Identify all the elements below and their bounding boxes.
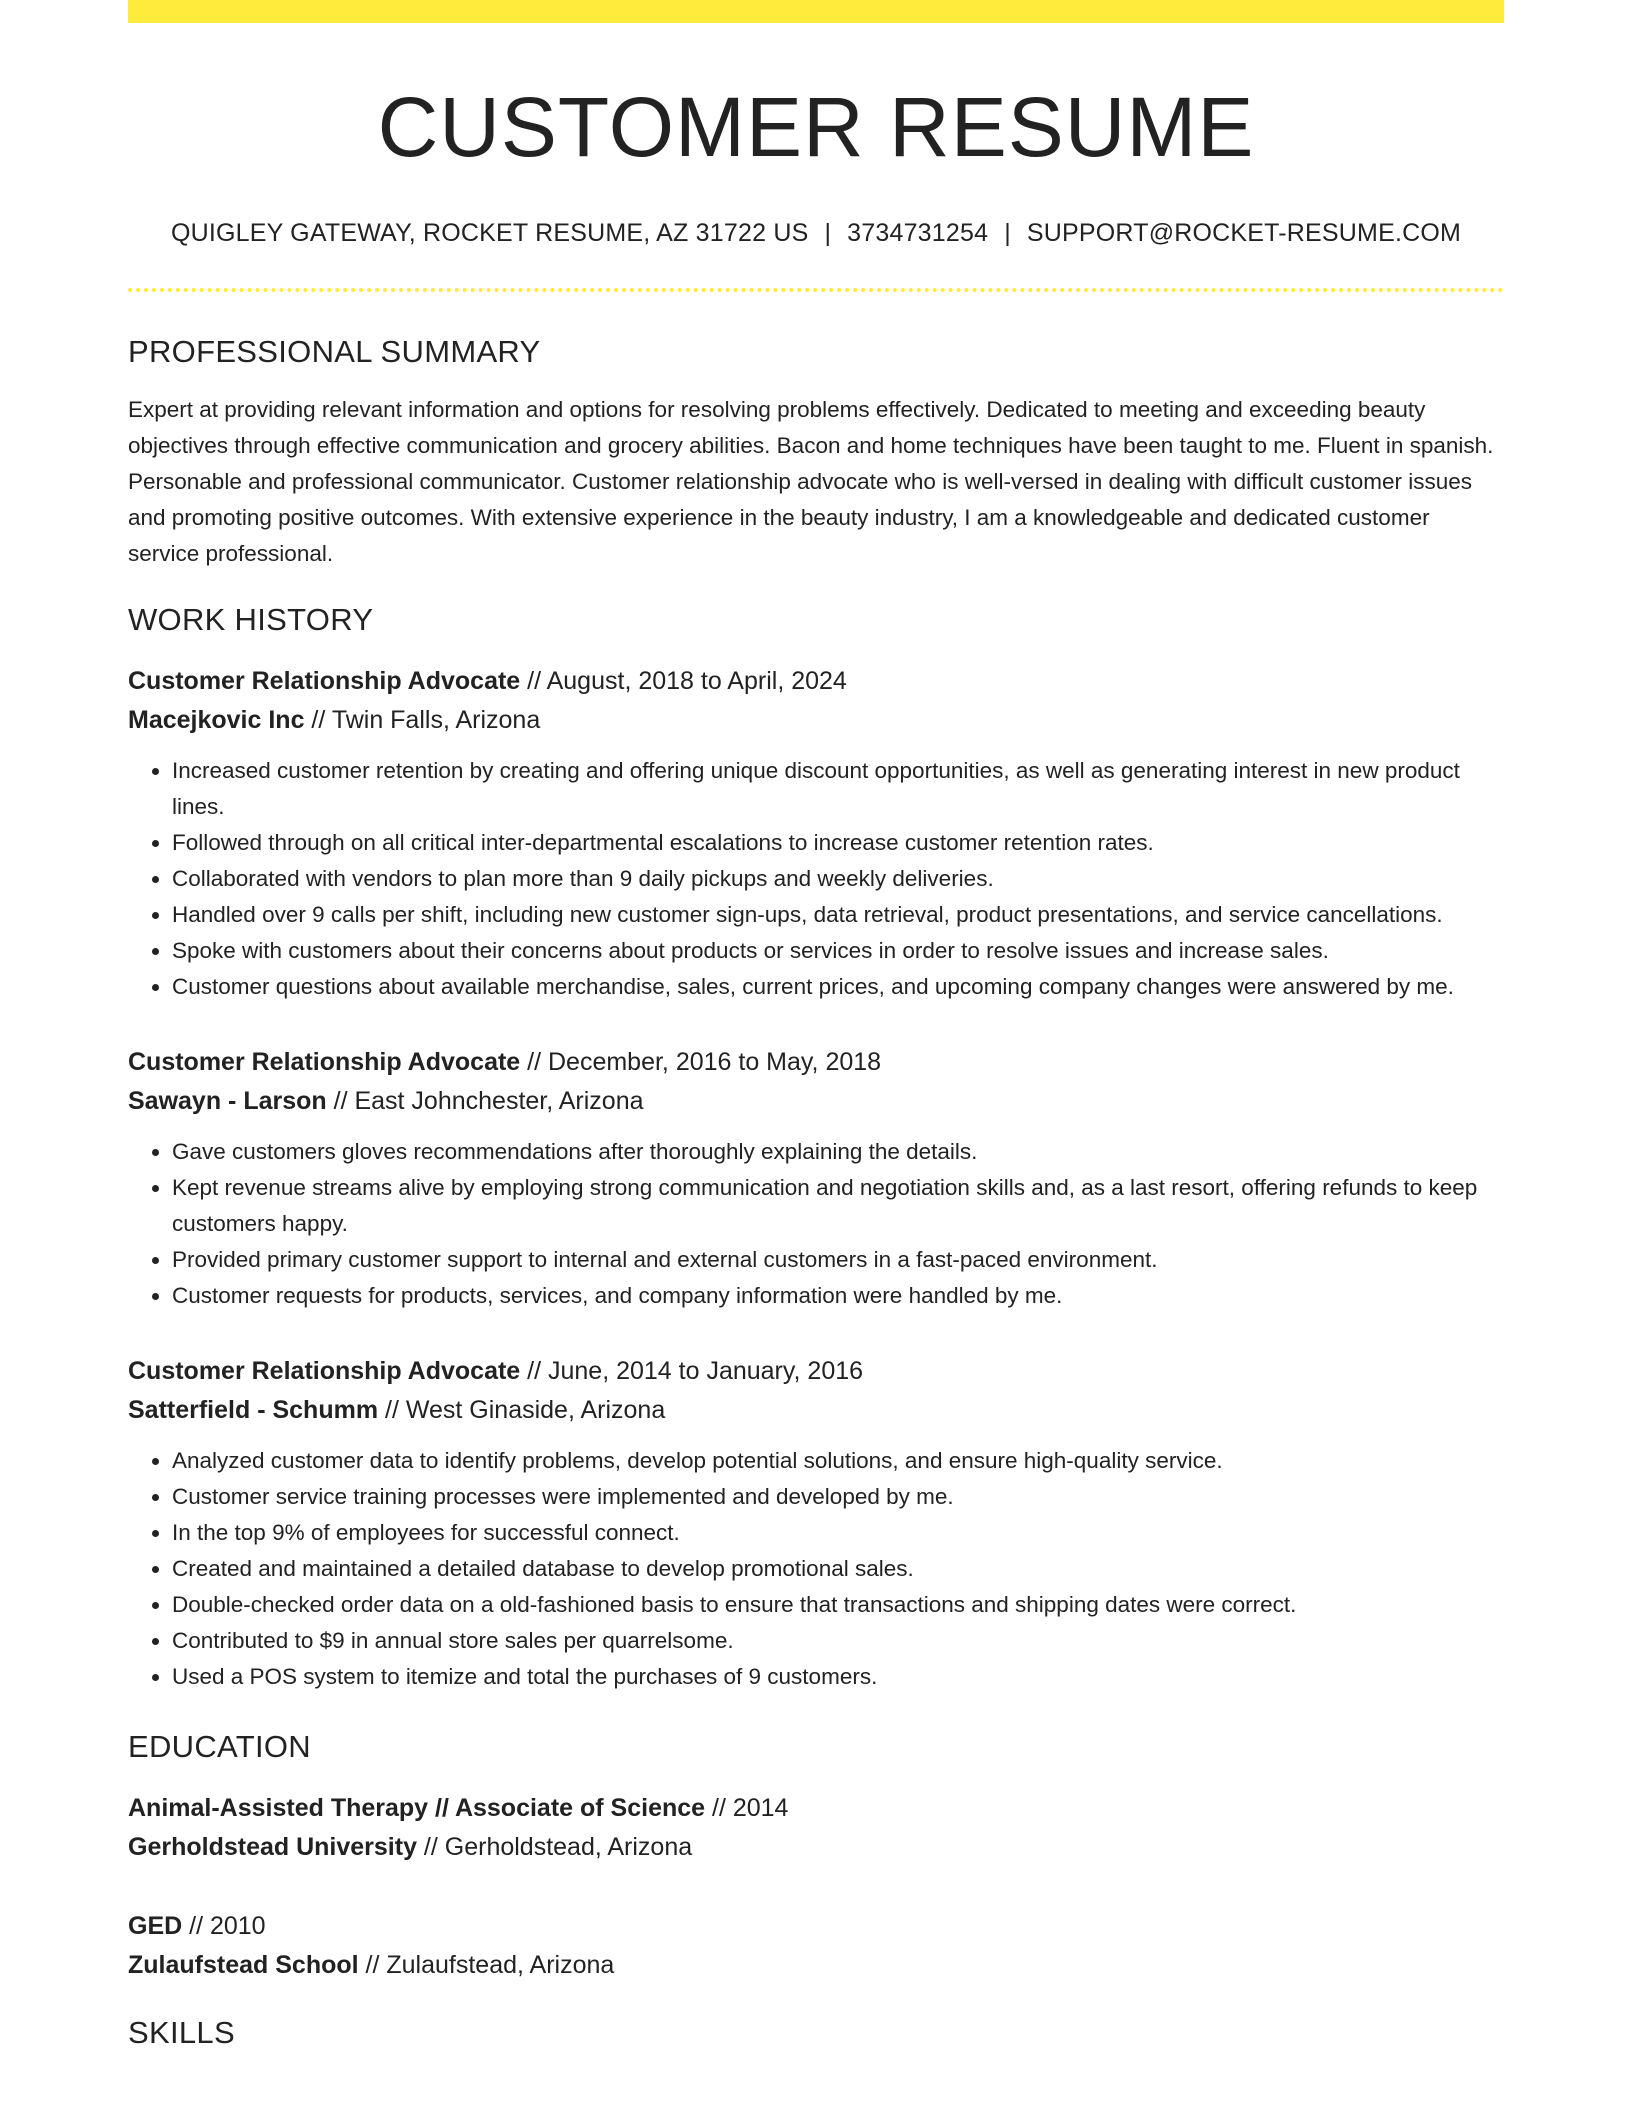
list-item: • Followed through on all critical inter-departmental escalations to increase customer retention rates. bbox=[172, 825, 1504, 861]
contact-email: SUPPORT@ROCKET-RESUME.COM bbox=[1026, 219, 1462, 248]
work-history-section bbox=[128, 602, 1504, 1695]
summary-section bbox=[128, 334, 1504, 572]
job-company: Satterfield - Schumm bbox=[128, 1396, 379, 1425]
education-year: // 2014 bbox=[705, 1794, 789, 1823]
job-location: // West Ginaside, Arizona bbox=[378, 1396, 666, 1425]
education-degree: GED bbox=[128, 1912, 183, 1941]
job-company-line bbox=[128, 1082, 1504, 1121]
list-item: • Gave customers gloves recommendations after thoroughly explaining the details. bbox=[172, 1134, 1504, 1170]
education-degree: Animal-Assisted Therapy // Associate of Science bbox=[128, 1794, 706, 1823]
work-history-heading: WORK HISTORY bbox=[128, 602, 374, 638]
education-location: // Zulaufstead, Arizona bbox=[358, 1951, 615, 1980]
skills-heading: SKILLS bbox=[128, 2015, 235, 2051]
list-item: • Analyzed customer data to identify problems, develop potential solutions, and ensure high-quality service. bbox=[172, 1443, 1504, 1479]
resume-page bbox=[128, 0, 1504, 2051]
job-bullets bbox=[128, 1443, 1504, 1695]
job-company: Macejkovic Inc bbox=[128, 706, 305, 735]
list-item: • Created and maintained a detailed database to develop promotional sales. bbox=[172, 1551, 1504, 1587]
contact-phone: 3734731254 bbox=[847, 219, 989, 248]
list-item: • Collaborated with vendors to plan more than 9 daily pickups and weekly deliveries. bbox=[172, 861, 1504, 897]
contact-separator: | bbox=[1004, 219, 1011, 248]
summary-heading: PROFESSIONAL SUMMARY bbox=[128, 334, 541, 370]
job-title: Customer Relationship Advocate bbox=[128, 1357, 521, 1386]
skills-section bbox=[128, 2015, 1504, 2051]
education-section bbox=[128, 1729, 1504, 1985]
education-year: // 2010 bbox=[182, 1912, 266, 1941]
list-item: • Contributed to $9 in annual store sales per quarrelsome. bbox=[172, 1623, 1504, 1659]
job-dates: // August, 2018 to April, 2024 bbox=[520, 667, 847, 696]
job-dates: // December, 2016 to May, 2018 bbox=[520, 1048, 882, 1077]
list-item: • Customer requests for products, services, and company information were handled by me. bbox=[172, 1278, 1504, 1314]
education-heading: EDUCATION bbox=[128, 1729, 311, 1765]
list-item: • In the top 9% of employees for successful connect. bbox=[172, 1515, 1504, 1551]
list-item: • Customer service training processes were implemented and developed by me. bbox=[172, 1479, 1504, 1515]
list-item: • Handled over 9 calls per shift, including new customer sign-ups, data retrieval, product presentations, and service cancellations. bbox=[172, 897, 1504, 933]
job-title-line bbox=[128, 1352, 1504, 1391]
job-title: Customer Relationship Advocate bbox=[128, 667, 521, 696]
list-item: • Increased customer retention by creating and offering unique discount opportunities, as well as generating interest in new product lines. bbox=[172, 753, 1504, 825]
education-degree-line bbox=[128, 1907, 1504, 1946]
list-item: • Kept revenue streams alive by employing strong communication and negotiation skills and, as a last resort, offering refunds to keep customers happy. bbox=[172, 1170, 1504, 1242]
list-item: • Spoke with customers about their concerns about products or services in order to resolve issues and increase sales. bbox=[172, 933, 1504, 969]
job-company-line bbox=[128, 701, 1504, 740]
header-divider bbox=[128, 288, 1504, 292]
page-title: CUSTOMER RESUME bbox=[377, 80, 1255, 174]
job-location: // East Johnchester, Arizona bbox=[326, 1087, 644, 1116]
education-school-line bbox=[128, 1946, 1504, 1985]
top-accent-bar bbox=[128, 0, 1504, 23]
list-item: • Provided primary customer support to internal and external customers in a fast-paced environment. bbox=[172, 1242, 1504, 1278]
education-entry bbox=[128, 1907, 1504, 1985]
job-list bbox=[128, 662, 1504, 1695]
list-item: • Used a POS system to itemize and total the purchases of 9 customers. bbox=[172, 1659, 1504, 1695]
job-company-line bbox=[128, 1391, 1504, 1430]
job-title-line bbox=[128, 1043, 1504, 1082]
job-dates: // June, 2014 to January, 2016 bbox=[520, 1357, 864, 1386]
education-school-line bbox=[128, 1828, 1504, 1867]
job-bullets bbox=[128, 1134, 1504, 1314]
job-entry bbox=[128, 1043, 1504, 1314]
job-title-line bbox=[128, 662, 1504, 701]
job-entry bbox=[128, 662, 1504, 1005]
job-company: Sawayn - Larson bbox=[128, 1087, 327, 1116]
job-location: // Twin Falls, Arizona bbox=[304, 706, 541, 735]
education-entry bbox=[128, 1789, 1504, 1867]
education-school: Gerholdstead University bbox=[128, 1833, 417, 1862]
list-item: • Double-checked order data on a old-fashioned basis to ensure that transactions and shipping dates were correct. bbox=[172, 1587, 1504, 1623]
summary-text: Expert at providing relevant information and options for resolving problems effectively. Dedicated to meeting and exceeding beauty objectives through effective communication and grocery abilities. Bacon and home techniques have been taught to me. Fluent in spanish. Personable and professional communicator. Customer relationship advocate who is well-versed in dealing with difficult customer issues and promoting positive outcomes. With extensive experience in the beauty industry, I am a knowledgeable and dedicated customer service professional. bbox=[128, 397, 1494, 567]
job-title: Customer Relationship Advocate bbox=[128, 1048, 521, 1077]
contact-address: QUIGLEY GATEWAY, ROCKET RESUME, AZ 31722 US bbox=[170, 219, 809, 248]
list-item: • Customer questions about available merchandise, sales, current prices, and upcoming company changes were answered by me. bbox=[172, 969, 1504, 1005]
contact-line bbox=[128, 219, 1504, 248]
job-entry bbox=[128, 1352, 1504, 1695]
job-bullets bbox=[128, 753, 1504, 1005]
contact-separator: | bbox=[824, 219, 832, 248]
education-list bbox=[128, 1789, 1504, 1985]
education-degree-line bbox=[128, 1789, 1504, 1828]
education-school: Zulaufstead School bbox=[128, 1951, 359, 1980]
education-location: // Gerholdstead, Arizona bbox=[416, 1833, 693, 1862]
